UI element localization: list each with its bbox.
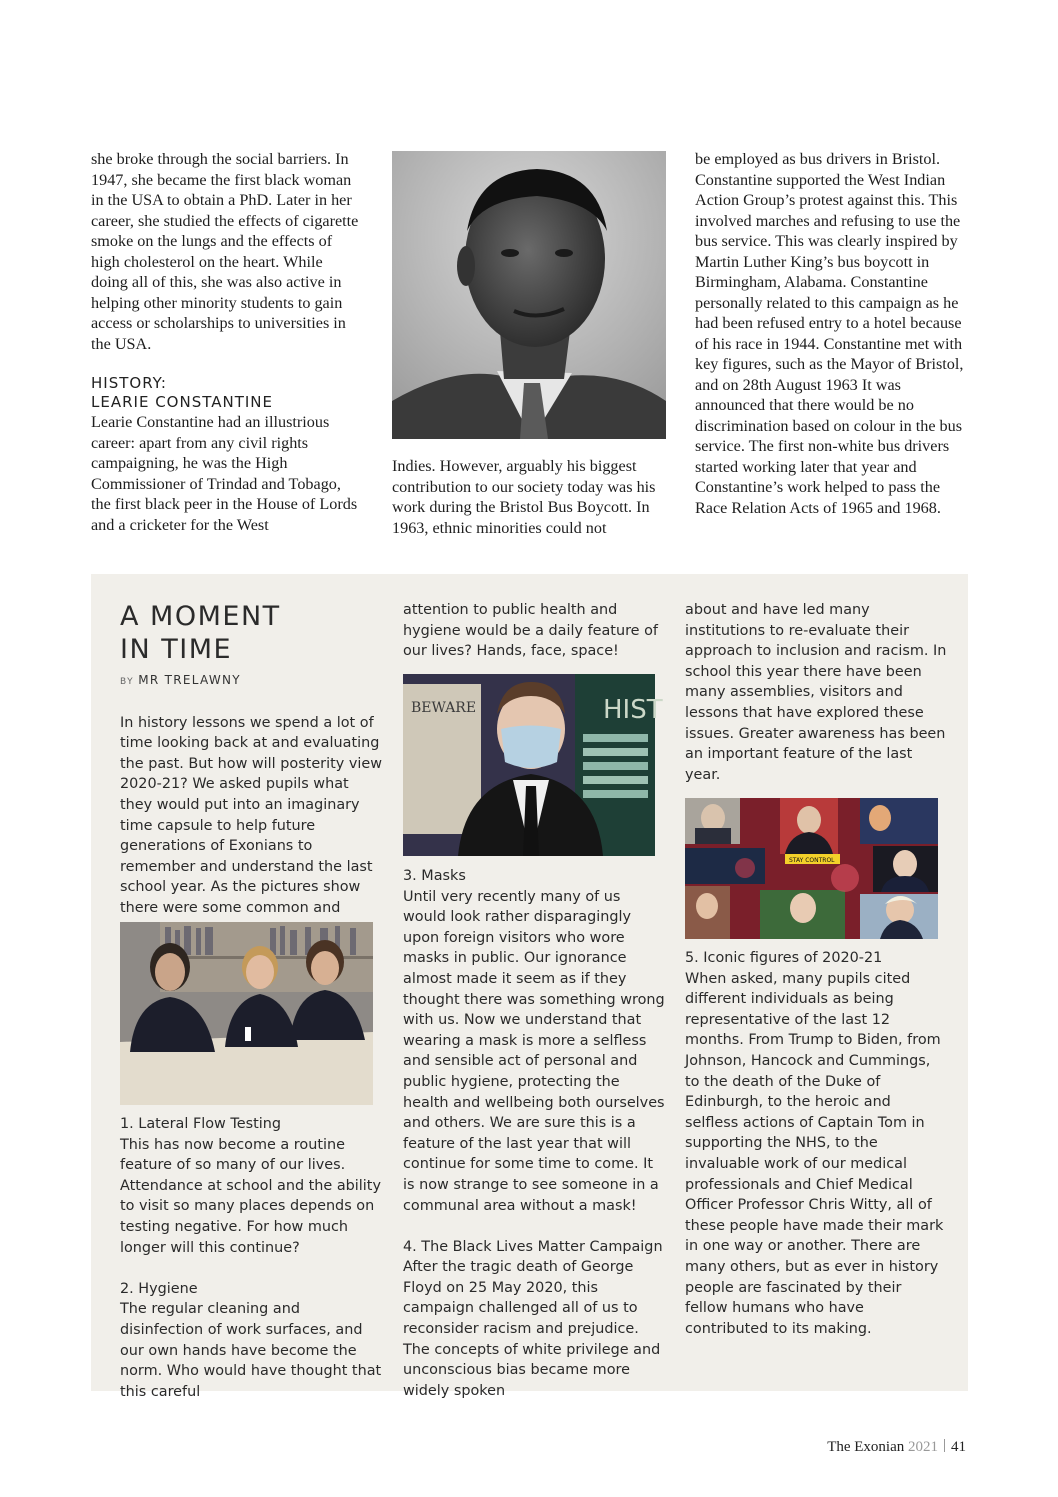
item5-title: 5. Iconic figures of 2020-21: [685, 950, 883, 966]
section-heading: HISTORY: LEARIE CONSTANTINE: [91, 374, 273, 411]
collage-banner-text: STAY CONTROL: [789, 857, 835, 864]
footer-divider: [944, 1439, 945, 1452]
feature-title: A MOMENT IN TIME: [120, 601, 281, 665]
col3-top-text: about and have led many institutions to re-evaluate their approach to inclusion and racism. In school this year there have been many assemblies, visitors and lessons that have explored these issues. Greater awareness has been an important feature of the last year.: [685, 602, 947, 783]
col2-top-text: attention to public health and hygiene would be a daily feature of our lives? Hands, face, space!: [403, 602, 658, 660]
collage-image: [685, 798, 938, 939]
board-text: HIST: [603, 695, 663, 725]
feature-column-2: [403, 600, 665, 662]
item1-title: 1. Lateral Flow Testing: [120, 1116, 281, 1132]
publication-name: The Exonian: [827, 1439, 905, 1455]
students-photo-image: [120, 922, 373, 1105]
mask-student-image: [403, 674, 663, 856]
byline: BY MR TRELAWNY: [120, 673, 241, 687]
item3-text: Until very recently many of us would look rather disparagingly upon foreign visitors who wore masks in public. Our ignorance almost made it seem as if they thought there was something wrong with us. Now we understand that wearing a mask is more a selfless and sensible act of personal and public hygiene, protecting the health and wellbeing both ourselves and others. We are sure this is a feature of the last year that will continue for some time to come. It is now strange to see someone in a communal area without a mask!: [403, 888, 665, 1214]
item1-text: This has now become a routine feature of so many of our lives. Attendance at school and the ability to visit so many places depends on testing negative. For how much longer will this continue?: [120, 1136, 381, 1256]
poster-text: BEWARE: [411, 700, 477, 716]
item3-title: 3. Masks: [403, 868, 466, 884]
portrait-image: [392, 151, 666, 439]
feature-column-1: [120, 600, 382, 939]
top-column-3: [695, 149, 971, 518]
top-col3-paragraph: be employed as bus drivers in Bristol. Constantine supported the West Indian Action Group’s protest against this. This involved marches and refusing to use the bus service. This was clearly inspired by Martin Luther King’s bus boycott in Birmingham, Alabama. Constantine personally related to this campaign as he had been refused entry to a hotel because of his race in 1944. Constantine met with key figures, such as the Mayor of Bristol, and on 28th August 1963 It was announced that there would be no discrimination based on colour in the bus service. The first non-white bus drivers started working later that year and Constantine’s work helped to pass the Race Relation Acts of 1965 and 1968.: [695, 150, 964, 517]
feature-intro: In history lessons we spend a lot of time looking back at and evaluating the past. But how will posterity view 2020-21? We asked pupils what they would put into an imaginary time capsule to help future generations of Exonians to remember and understand the last school year. As the pictures show there were some common and: [120, 714, 382, 916]
page-footer: [827, 1439, 966, 1456]
top-col2-paragraph: Indies. However, arguably his biggest contribution to our society today was his work during the Bristol Bus Boycott. In 1963, ethnic minorities could not: [392, 457, 656, 537]
item4-title: 4. The Black Lives Matter Campaign: [403, 1238, 663, 1255]
feature-column-1-lower: [120, 1114, 382, 1402]
feature-column-2-lower: [403, 866, 665, 1401]
item5-text: When asked, many pupils cited different individuals as being representative of the last 12 months. From Trump to Biden, from Johnson, Hancock and Cummings, to the death of the Duke of Edinburgh, to the heroic and selfless actions of Captain Tom in supporting the NHS, to the invaluable work of our medical professionals and Chief Medical Officer Professor Chris Witty, all of these people have made their mark in one way or another. There are many others, but as ever in history people are fascinated by their fellow humans who have contributed to its making.: [685, 970, 944, 1337]
masks-photo: [403, 674, 663, 856]
feature-column-3: [685, 600, 947, 785]
feature-column-3-lower: [685, 948, 947, 1339]
item4-text: After the tragic death of George Floyd on 25 May 2020, this campaign challenged all of us to reconsider racism and prejudice. The concepts of white privilege and unconscious bias became more widely spoken: [403, 1259, 661, 1399]
item2-text: The regular cleaning and disinfection of work surfaces, and our own hands have become the norm. Who would have thought that this careful: [120, 1301, 382, 1400]
iconic-figures-collage: [685, 798, 938, 939]
author-name: MR TRELAWNY: [138, 673, 241, 687]
top-col1-paragraph-2: Learie Constantine had an illustrious career: apart from any civil rights campaigning, he was the High Commissioner of Trindad and Tobago, the first black peer in the House of Lords and a cricketer for the West: [91, 413, 358, 534]
top-column-1: [91, 149, 363, 535]
top-col1-paragraph: she broke through the social barriers. In 1947, she became the first black woman in the USA to obtain a PhD. Later in her career, she studied the effects of cigarette smoke on the lungs and the effects of high cholesterol on the heart. While doing all of this, she was also active in helping other minority students to gain access or scholarships to universities in the USA.: [91, 150, 359, 353]
top-column-2: [392, 456, 668, 538]
constantine-portrait-photo: [392, 151, 666, 439]
publication-year: 2021: [908, 1439, 938, 1455]
page-number: 41: [951, 1439, 966, 1455]
item2-title: 2. Hygiene: [120, 1280, 198, 1297]
lateral-flow-testing-photo: [120, 922, 373, 1105]
